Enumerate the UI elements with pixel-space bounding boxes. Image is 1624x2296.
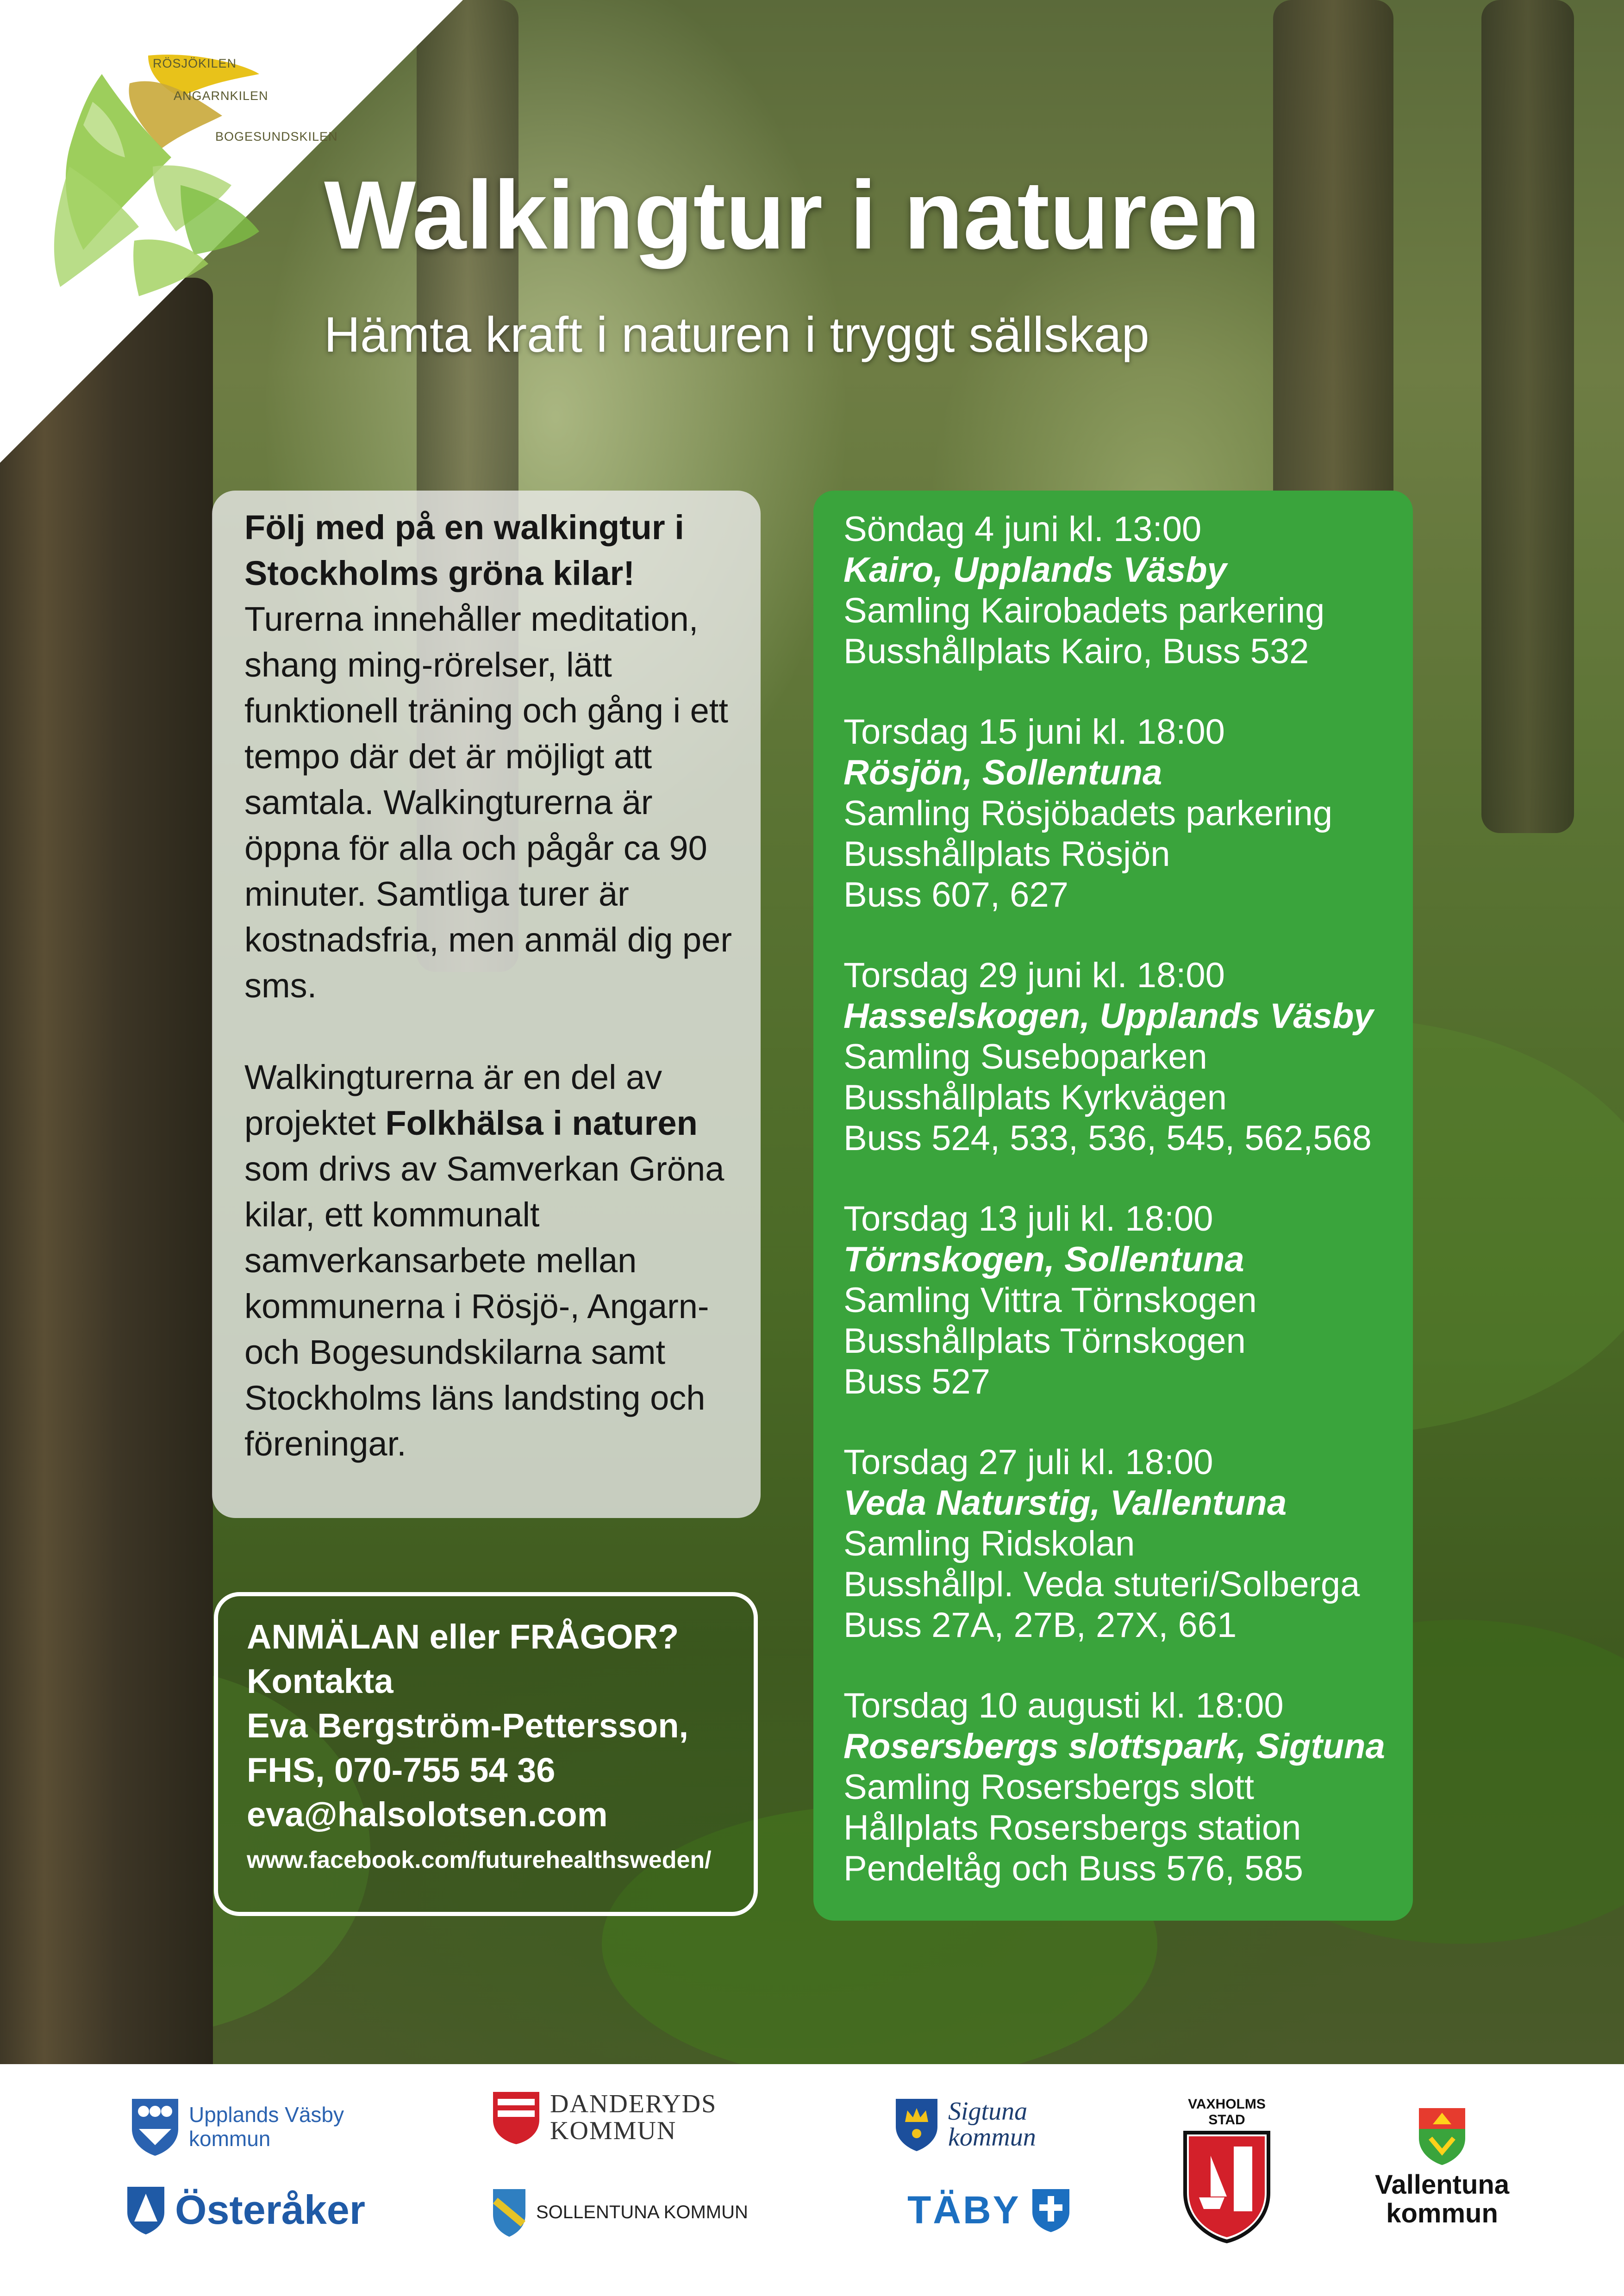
event-place: Veda Naturstig, Vallentuna [843, 1483, 1287, 1523]
event-date: Torsdag 10 augusti kl. 18:00 [843, 1686, 1284, 1725]
contact-box [214, 1592, 758, 1916]
logo-label-bogesundskilen: BOGESUNDSKILEN [215, 130, 338, 143]
event-detail: Pendeltåg och Buss 576, 585 [843, 1849, 1303, 1888]
grona-kilar-logo-icon [42, 46, 356, 305]
vaxholm-stad: STAD [1208, 2112, 1245, 2128]
schedule-box [813, 491, 1413, 1921]
taby-shield-icon [1030, 2187, 1072, 2233]
event-detail: Samling Ridskolan [843, 1524, 1135, 1563]
contact-email[interactable]: eva@halsolotsen.com [247, 1795, 608, 1834]
logo-label-angarnkilen: ANGARNKILEN [174, 89, 269, 103]
upplands-vasby-name: Upplands Väsby [189, 2103, 344, 2127]
vallentuna-logo [1375, 2106, 1509, 2228]
vallentuna-shield-icon [1417, 2106, 1468, 2166]
tree-trunk [0, 278, 213, 2064]
vaxholm-logo [1181, 2097, 1273, 2244]
schedule-event [843, 1442, 1394, 1646]
grona-kilar-logo [42, 46, 356, 305]
info-box [212, 491, 761, 1518]
event-date: Söndag 4 juni kl. 13:00 [843, 510, 1202, 549]
sigtuna-crown-shield-icon [893, 2097, 940, 2152]
project-text-pre: Walkingturerna är en del av projektet [244, 1058, 662, 1142]
danderyd-name: DANDERYDS [550, 2090, 717, 2118]
event-place: Hasselskogen, Upplands Väsby [843, 996, 1374, 1036]
page-subtitle: Hämta kraft i naturen i tryggt sällskap [324, 306, 1149, 362]
schedule-event [843, 1686, 1394, 1889]
upplands-vasby-logo [130, 2097, 344, 2157]
contact-name: Eva Bergström-Pettersson, [247, 1706, 689, 1745]
taby-logo [907, 2187, 1072, 2233]
contact-label: Kontakta [247, 1662, 394, 1700]
osteraker-shield-icon [125, 2184, 167, 2235]
event-detail: Samling Suseboparken [843, 1037, 1207, 1076]
event-date: Torsdag 29 juni kl. 18:00 [843, 956, 1225, 995]
schedule-event [843, 1199, 1394, 1402]
danderyd-logo [491, 2090, 717, 2145]
event-place: Rosersbergs slottspark, Sigtuna [843, 1727, 1385, 1766]
event-detail: Busshållpl. Veda stuteri/Solberga [843, 1565, 1360, 1604]
vallentuna-kommun: kommun [1386, 2198, 1498, 2228]
vaxholm-shield-icon [1181, 2128, 1273, 2244]
schedule-event [843, 712, 1394, 915]
sollentuna-logo [491, 2187, 748, 2238]
osteraker-name: Österåker [175, 2187, 365, 2233]
tree-trunk [1481, 0, 1574, 833]
upplands-vasby-kommun: kommun [189, 2127, 271, 2151]
osteraker-logo [125, 2184, 365, 2235]
contact-heading: ANMÄLAN eller FRÅGOR? [247, 1618, 679, 1656]
event-detail: Samling Rösjöbadets parkering [843, 794, 1333, 833]
event-place: Törnskogen, Sollentuna [843, 1240, 1244, 1279]
danderyd-kommun: KOMMUN [550, 2116, 677, 2145]
schedule-event [843, 955, 1394, 1159]
event-detail: Samling Kairobadets parkering [843, 591, 1325, 630]
event-detail: Busshållplats Törnskogen [843, 1321, 1246, 1361]
event-date: Torsdag 15 juni kl. 18:00 [843, 712, 1225, 752]
danderyd-shield-icon [491, 2090, 542, 2145]
event-detail: Busshållplats Kyrkvägen [843, 1078, 1227, 1117]
project-text-post: som drivs av Samverkan Gröna kilar, ett kommunalt samverkansarbete mellan kommunerna i Rösjö-, Angarn- och Bogesundskilarna samt Stockholms läns landsting och föreningar. [244, 1150, 725, 1463]
sigtuna-logo [893, 2097, 1036, 2152]
event-date: Torsdag 27 juli kl. 18:00 [843, 1443, 1213, 1482]
contact-phone: FHS, 070-755 54 36 [247, 1751, 556, 1789]
event-detail: Buss 527 [843, 1362, 990, 1401]
intro-bold: Följ med på en walkingtur i Stockholms gröna kilar! [244, 508, 684, 592]
event-detail: Buss 524, 533, 536, 545, 562,568 [843, 1119, 1372, 1158]
event-place: Rösjön, Sollentuna [843, 753, 1162, 792]
sigtuna-name: Sigtuna [948, 2097, 1028, 2126]
vallentuna-name: Vallentuna [1375, 2170, 1510, 2200]
sollentuna-name: SOLLENTUNA KOMMUN [536, 2202, 748, 2222]
schedule-event [843, 509, 1394, 672]
taby-name: TÄBY [907, 2188, 1021, 2232]
event-date: Torsdag 13 juli kl. 18:00 [843, 1199, 1213, 1238]
event-detail: Samling Vittra Törnskogen [843, 1281, 1257, 1320]
sigtuna-kommun: kommun [948, 2123, 1036, 2152]
facebook-link[interactable]: www.facebook.com/futurehealthsweden/ [247, 1847, 712, 1873]
event-detail: Samling Rosersbergs slott [843, 1767, 1255, 1807]
intro-text: Turerna innehåller meditation, shang ming-rörelser, lätt funktionell träning och gång i ett tempo där det är möjligt att samtala. Walkingturerna är öppna för alla och pågår ca 90 minuter. Samtliga turer är kostnadsfria, men anmäl dig per sms. [244, 600, 732, 1005]
event-detail: Busshållplats Rösjön [843, 834, 1170, 874]
page-title: Walkingtur i naturen [324, 161, 1261, 269]
vaxholm-name: VAXHOLMS [1188, 2097, 1266, 2112]
upplands-vasby-shield-icon [130, 2097, 181, 2157]
sollentuna-shield-icon [491, 2187, 528, 2238]
event-detail: Buss 27A, 27B, 27X, 661 [843, 1605, 1237, 1645]
logo-label-rosjokilen: RÖSJÖKILEN [153, 56, 237, 70]
project-name: Folkhälsa i naturen [385, 1104, 698, 1142]
event-detail: Buss 607, 627 [843, 875, 1068, 915]
event-detail: Busshållplats Kairo, Buss 532 [843, 632, 1309, 671]
event-place: Kairo, Upplands Väsby [843, 550, 1227, 590]
sponsor-footer [0, 2064, 1624, 2296]
event-detail: Hållplats Rosersbergs station [843, 1808, 1301, 1848]
